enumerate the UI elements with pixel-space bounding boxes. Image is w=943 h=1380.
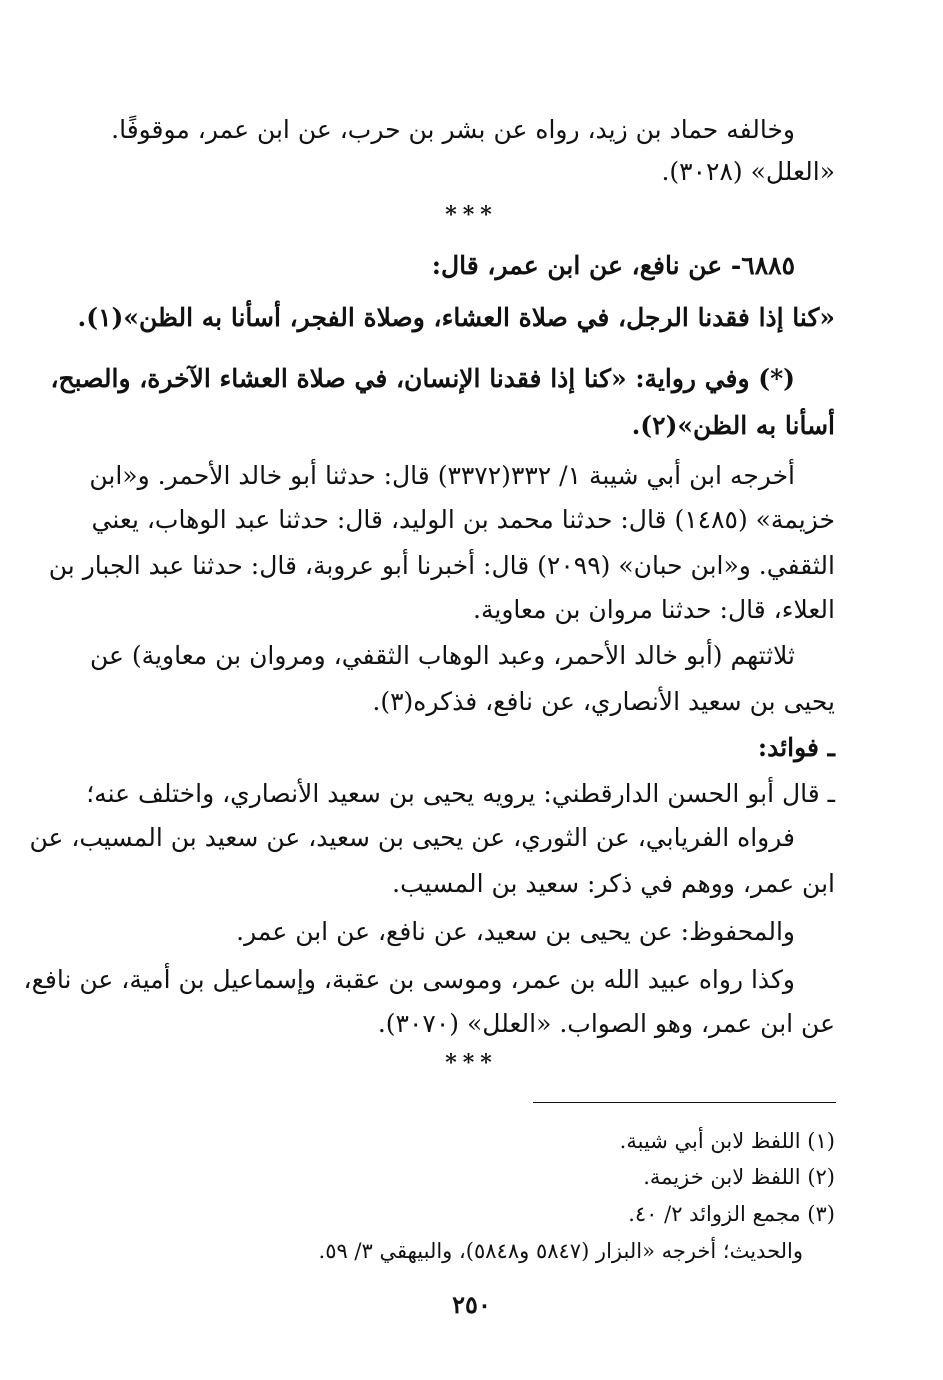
footnote: (٢) اللفظ لابن خزيمة. [643,1165,835,1189]
text-line: يحيى بن سعيد الأنصاري، عن نافع، فذكره(٣). [372,687,835,716]
text-line: ابن عمر، ووهم في ذكر: سعيد بن المسيب. [392,869,835,898]
text-line: خزيمة» (١٤٨٥) قال: حدثنا محمد بن الوليد، قال: حدثنا عبد الوهاب، يعني [91,505,835,534]
page-number: ٢٥٠ [452,1290,491,1319]
footnote: (١) اللفظ لابن أبي شيبة. [619,1129,835,1153]
footnote: والحديث؛ أخرجه «البزار (٥٨٤٧ و٥٨٤٨)، والبيهقي ٣/ ٥٩. [318,1239,803,1263]
hadith-number-line: ٦٨٨٥- عن نافع، عن ابن عمر، قال: [431,251,795,280]
section-heading: ـ فوائد: [757,733,835,762]
text-line: عن ابن عمر، وهو الصواب. «العلل» (٣٠٧٠). [377,1009,835,1038]
text-line: وكذا رواه عبيد الله بن عمر، وموسى بن عقبة، وإسماعيل بن أمية، عن نافع، [23,965,795,994]
section-separator: *** [445,202,498,228]
footnote-divider [533,1102,836,1103]
text-line: الثقفي. و«ابن حبان» (٢٠٩٩) قال: أخبرنا أبو عروبة، قال: حدثنا عبد الجبار بن [48,551,835,580]
text-line: ـ قال أبو الحسن الدارقطني: يرويه يحيى بن سعيد الأنصاري، واختلف عنه؛ [86,779,835,808]
text-line: العلاء، قال: حدثنا مروان بن معاوية. [473,595,835,624]
text-line: أخرجه ابن أبي شيبة ١/ ٣٣٢(٣٣٧٢) قال: حدثنا أبو خالد الأحمر. و«ابن [89,461,795,490]
text-line: ثلاثتهم (أبو خالد الأحمر، وعبد الوهاب الثقفي، ومروان بن معاوية) عن [90,641,795,670]
hadith-text-line: «كنا إذا فقدنا الرجل، في صلاة العشاء، وصلاة الفجر، أسأنا به الظن»(١). [77,303,835,332]
text-line: وخالفه حماد بن زيد، رواه عن بشر بن حرب، عن ابن عمر، موقوفًا. [111,115,795,144]
footnote: (٣) مجمع الزوائد ٢/ ٤٠. [628,1202,835,1226]
hadith-text-line: (*) وفي رواية: «كنا إذا فقدنا الإنسان، في صلاة العشاء الآخرة، والصبح، [50,364,795,393]
text-line: فرواه الفريابي، عن الثوري، عن يحيى بن سعيد، عن سعيد بن المسيب، عن [29,823,795,852]
text-line: «العلل» (٣٠٢٨). [661,157,835,186]
text-line: والمحفوظ: عن يحيى بن سعيد، عن نافع، عن ابن عمر. [236,917,795,946]
hadith-text-line: أسأنا به الظن»(٢). [631,411,835,440]
section-separator: *** [445,1050,498,1076]
